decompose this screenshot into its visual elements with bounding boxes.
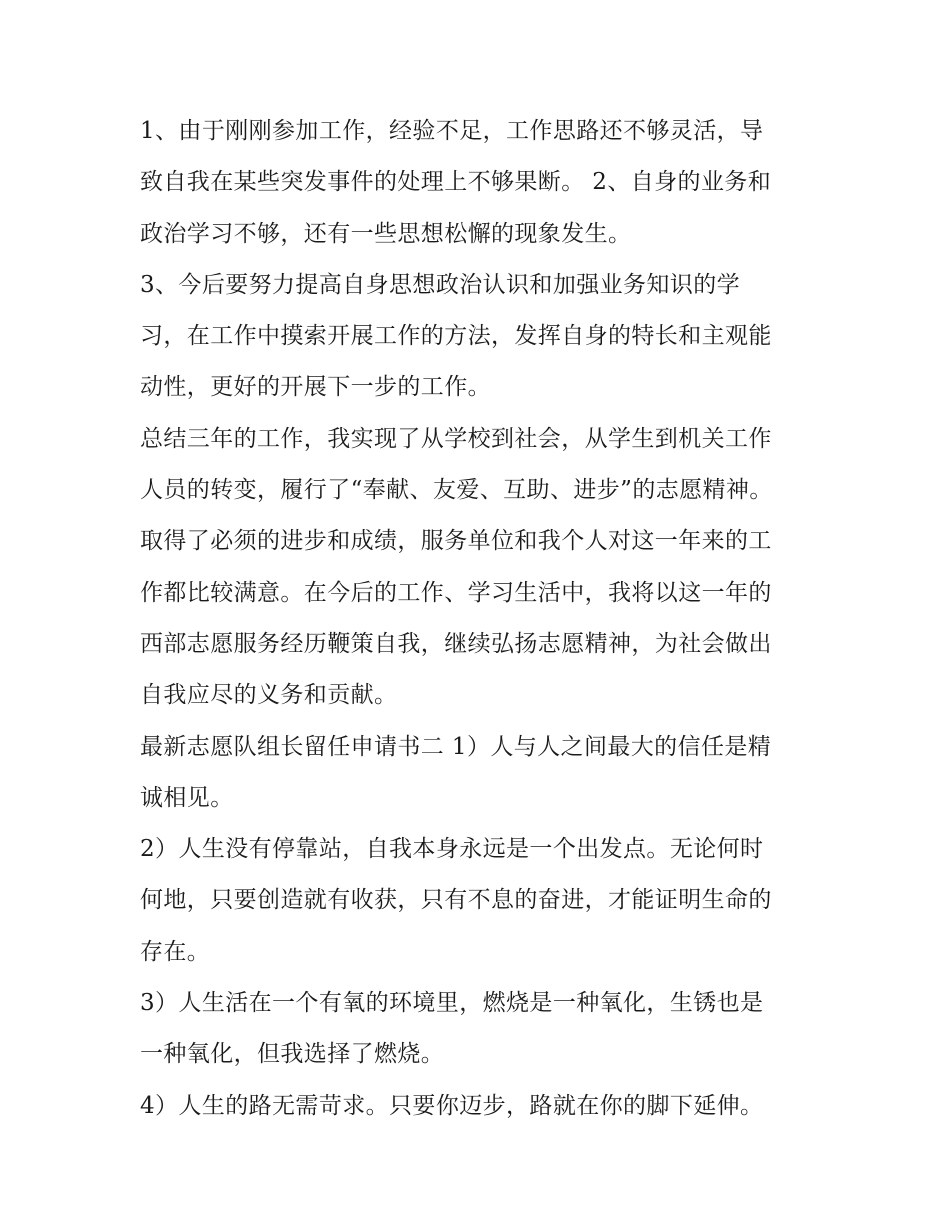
text-line: 总结三年的工作，我实现了从学校到社会，从学生到机关工作 [140,425,772,452]
text-line: 取得了必须的进步和成绩，服务单位和我个人对这一年来的工 [140,528,772,555]
text-line: 存在。 [140,938,211,965]
text-line: 作都比较满意。在今后的工作、学习生活中，我将以这一年的 [140,579,772,606]
text-line: 诚相见。 [140,784,234,811]
paragraph-quote-2 [140,824,820,978]
text-line: 动性，更好的开展下一步的工作。 [140,374,491,401]
text-line: 人员的转变，履行了“奉献、友爱、互助、进步”的志愿精神。 [140,477,773,504]
text-line: 何地，只要创造就有收获，只有不息的奋进，才能证明生命的 [140,887,772,914]
paragraph-summary [140,414,820,722]
text-line: 最新志愿队组长留任申请书二 1）人与人之间最大的信任是精 [140,733,772,760]
text-line: 政治学习不够，还有一些思想松懈的现象发生。 [140,220,632,247]
text-line: 1、由于刚刚参加工作，经验不足，工作思路还不够灵活，导 [140,118,764,144]
text-line: 习，在工作中摸索开展工作的方法，发挥自身的特长和主观能 [140,323,772,350]
document-body [140,106,820,1132]
text-line: 4）人生的路无需苛求。只要你迈步，路就在你的脚下延伸。 [140,1092,764,1119]
text-line: 3）人生活在一个有氧的环境里，燃烧是一种氧化，生锈也是 [140,990,764,1017]
text-line: 3、今后要努力提高自身思想政治认识和加强业务知识的学 [140,271,741,298]
text-line: 一种氧化，但我选择了燃烧。 [140,1041,445,1068]
text-line: 自我应尽的义务和贡献。 [140,682,398,709]
paragraph-quote-4 [140,1081,820,1132]
paragraph-improvement [140,260,820,414]
text-line: 西部志愿服务经历鞭策自我，继续弘扬志愿精神，为社会做出 [140,630,772,657]
paragraph-quote-3 [140,978,820,1081]
paragraph-shortcomings [140,106,820,260]
paragraph-section-two-heading [140,722,820,825]
text-line: 致自我在某些突发事件的处理上不够果断。 2、自身的业务和 [140,169,772,196]
text-line: 2）人生没有停靠站，自我本身永远是一个出发点。无论何时 [140,836,764,863]
